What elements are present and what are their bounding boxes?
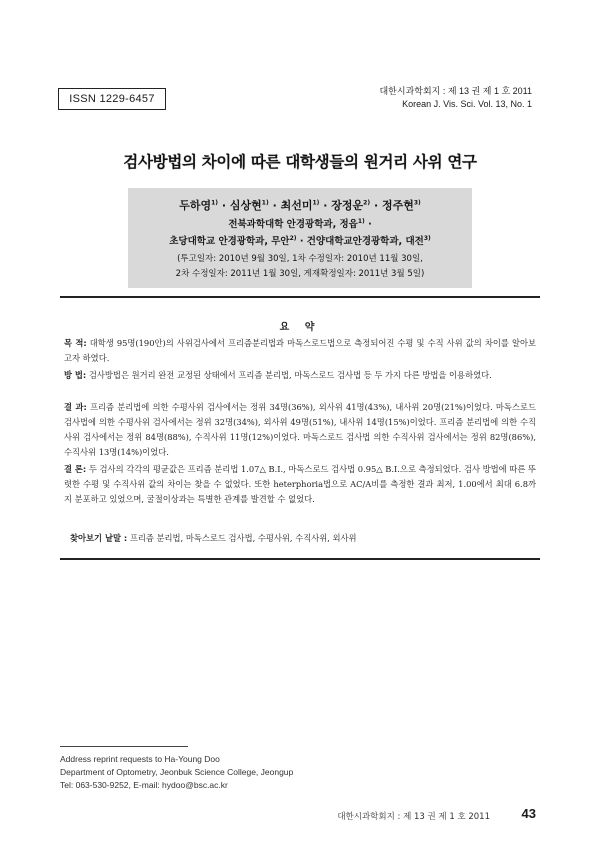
footnote-line-3: Tel: 063-530-9252, E-mail: hydoo@bsc.ac.kr bbox=[60, 780, 228, 790]
author-name: 두하영 bbox=[179, 199, 212, 212]
abstract-results bbox=[64, 400, 536, 460]
author-separator: · bbox=[373, 199, 379, 212]
abstract-results-text: 프리즘 분리법에 의한 수평사위 검사에서는 정위 34명(36%), 외사위 41명(43%), 내사위 20명(21%)이었다. 마독스로드 검사법에 의한 수평사위 검사에서는 정위 32명(34%), 외사위 49명(51%), 내사위 14명(15%)이었다. 프리즘 분리법에 의한 수직사위 검사에서는 정위 84명(88%), 수직사위 11명(12%)이었다. 마독스로드 검사법 의한 수직사위 검사에서는 정위 82명(86%), 수직사위 13명(14%)이었다. bbox=[64, 402, 536, 457]
keywords bbox=[70, 531, 536, 546]
abstract-methods-text: 검사방법은 원거리 완전 교정된 상태에서 프리즘 분리법, 마독스로드 검사법 등 두 가지 다른 방법을 이용하였다. bbox=[86, 370, 492, 380]
divider-top bbox=[60, 296, 540, 298]
author-list bbox=[0, 197, 600, 213]
affiliation-separator: · bbox=[368, 219, 372, 230]
affiliation-line-1 bbox=[0, 216, 600, 230]
divider-bottom bbox=[60, 558, 540, 560]
journal-citation-english: Korean J. Vis. Sci. Vol. 13, No. 1 bbox=[402, 99, 532, 109]
footnote-line-2: Department of Optometry, Jeonbuk Science College, Jeongup bbox=[60, 767, 294, 777]
paper-title: 검사방법의 차이에 따른 대학생들의 원거리 사위 연구 bbox=[123, 153, 477, 171]
abstract-methods bbox=[64, 368, 536, 383]
author-affiliation-mark: 1) bbox=[261, 199, 269, 207]
submission-dates-line-1: (투고일자: 2010년 9월 30일, 1차 수정일자: 2010년 11월 30일, bbox=[177, 254, 423, 264]
keywords-label: 찾아보기 낱말 : bbox=[70, 533, 128, 543]
affiliation-mark: 2) bbox=[289, 234, 297, 242]
footnote-rule bbox=[60, 746, 188, 747]
author-name: 장정운 bbox=[331, 199, 364, 212]
author-separator: · bbox=[272, 199, 277, 212]
affiliation-text: 초당대학교 안경광학과, 무안 bbox=[169, 236, 290, 247]
abstract-purpose-label: 목 적: bbox=[64, 338, 87, 348]
affiliation-mark: 1) bbox=[357, 217, 365, 225]
author-separator: · bbox=[323, 199, 328, 212]
abstract-results-label: 결 과: bbox=[64, 402, 87, 412]
author-name: 심상현 bbox=[229, 199, 262, 212]
author-name: 최선미 bbox=[280, 199, 313, 212]
footnote-line-1: Address reprint requests to Ha-Young Doo bbox=[60, 754, 220, 764]
abstract-methods-label: 방 법: bbox=[64, 370, 87, 380]
submission-dates-line-2: 2차 수정일자: 2011년 1월 30일, 게재확정일자: 2011년 3월 5일) bbox=[175, 269, 425, 279]
abstract-conclusion bbox=[64, 462, 536, 507]
affiliation-text: · 건양대학교안경광학과, 대전 bbox=[299, 236, 424, 247]
abstract-purpose bbox=[64, 336, 536, 366]
abstract-purpose-text: 대학생 95명(190안)의 사위검사에서 프리즘분리법과 마독스로드법으로 측정되어진 수평 및 수직 사위 값의 차이를 알아보고자 하였다. bbox=[64, 338, 536, 363]
author-affiliation-mark: 1) bbox=[211, 199, 219, 207]
author-name: 정주현 bbox=[381, 199, 414, 212]
abstract-conclusion-label: 결 론: bbox=[64, 464, 87, 474]
abstract-conclusion-text: 두 검사의 각각의 평균값은 프리즘 분리법 1.07△ B.I., 마독스로드 검사법 0.95△ B.I.으로 측정되었다. 검사 방법에 따른 뚜렷한 수평 및 수직사위 값의 차이는 찾을 수 없었다. 또한 heterphoria법으로 AC/A비를 측정한 결과 최저, 1.00에서 최대 6.8까지 분포하고 있었으며, 굴절이상과는 특별한 관계를 발견할 수 없었다. bbox=[64, 464, 536, 504]
footer-journal-citation: 대한시과학회지 : 제 13 권 제 1 호 2011 bbox=[337, 812, 490, 822]
author-affiliation-mark: 3) bbox=[413, 199, 421, 207]
page-number: 43 bbox=[521, 806, 536, 821]
author-affiliation-mark: 2) bbox=[363, 199, 371, 207]
journal-citation-korean: 대한시과학회지 : 제 13 권 제 1 호 2011 bbox=[379, 86, 532, 96]
keywords-text: 프리즘 분리법, 마독스로드 검사법, 수평사위, 수직사위, 외사위 bbox=[127, 533, 357, 543]
affiliation-line-2 bbox=[0, 233, 600, 247]
affiliation-mark: 3) bbox=[423, 234, 431, 242]
author-affiliation-mark: 1) bbox=[312, 199, 320, 207]
affiliation-text: 전북과학대학 안경광학과, 정읍 bbox=[228, 219, 358, 230]
abstract-heading: 요 약 bbox=[279, 322, 321, 333]
issn-box: ISSN 1229-6457 bbox=[58, 88, 166, 110]
author-separator: · bbox=[221, 199, 227, 212]
